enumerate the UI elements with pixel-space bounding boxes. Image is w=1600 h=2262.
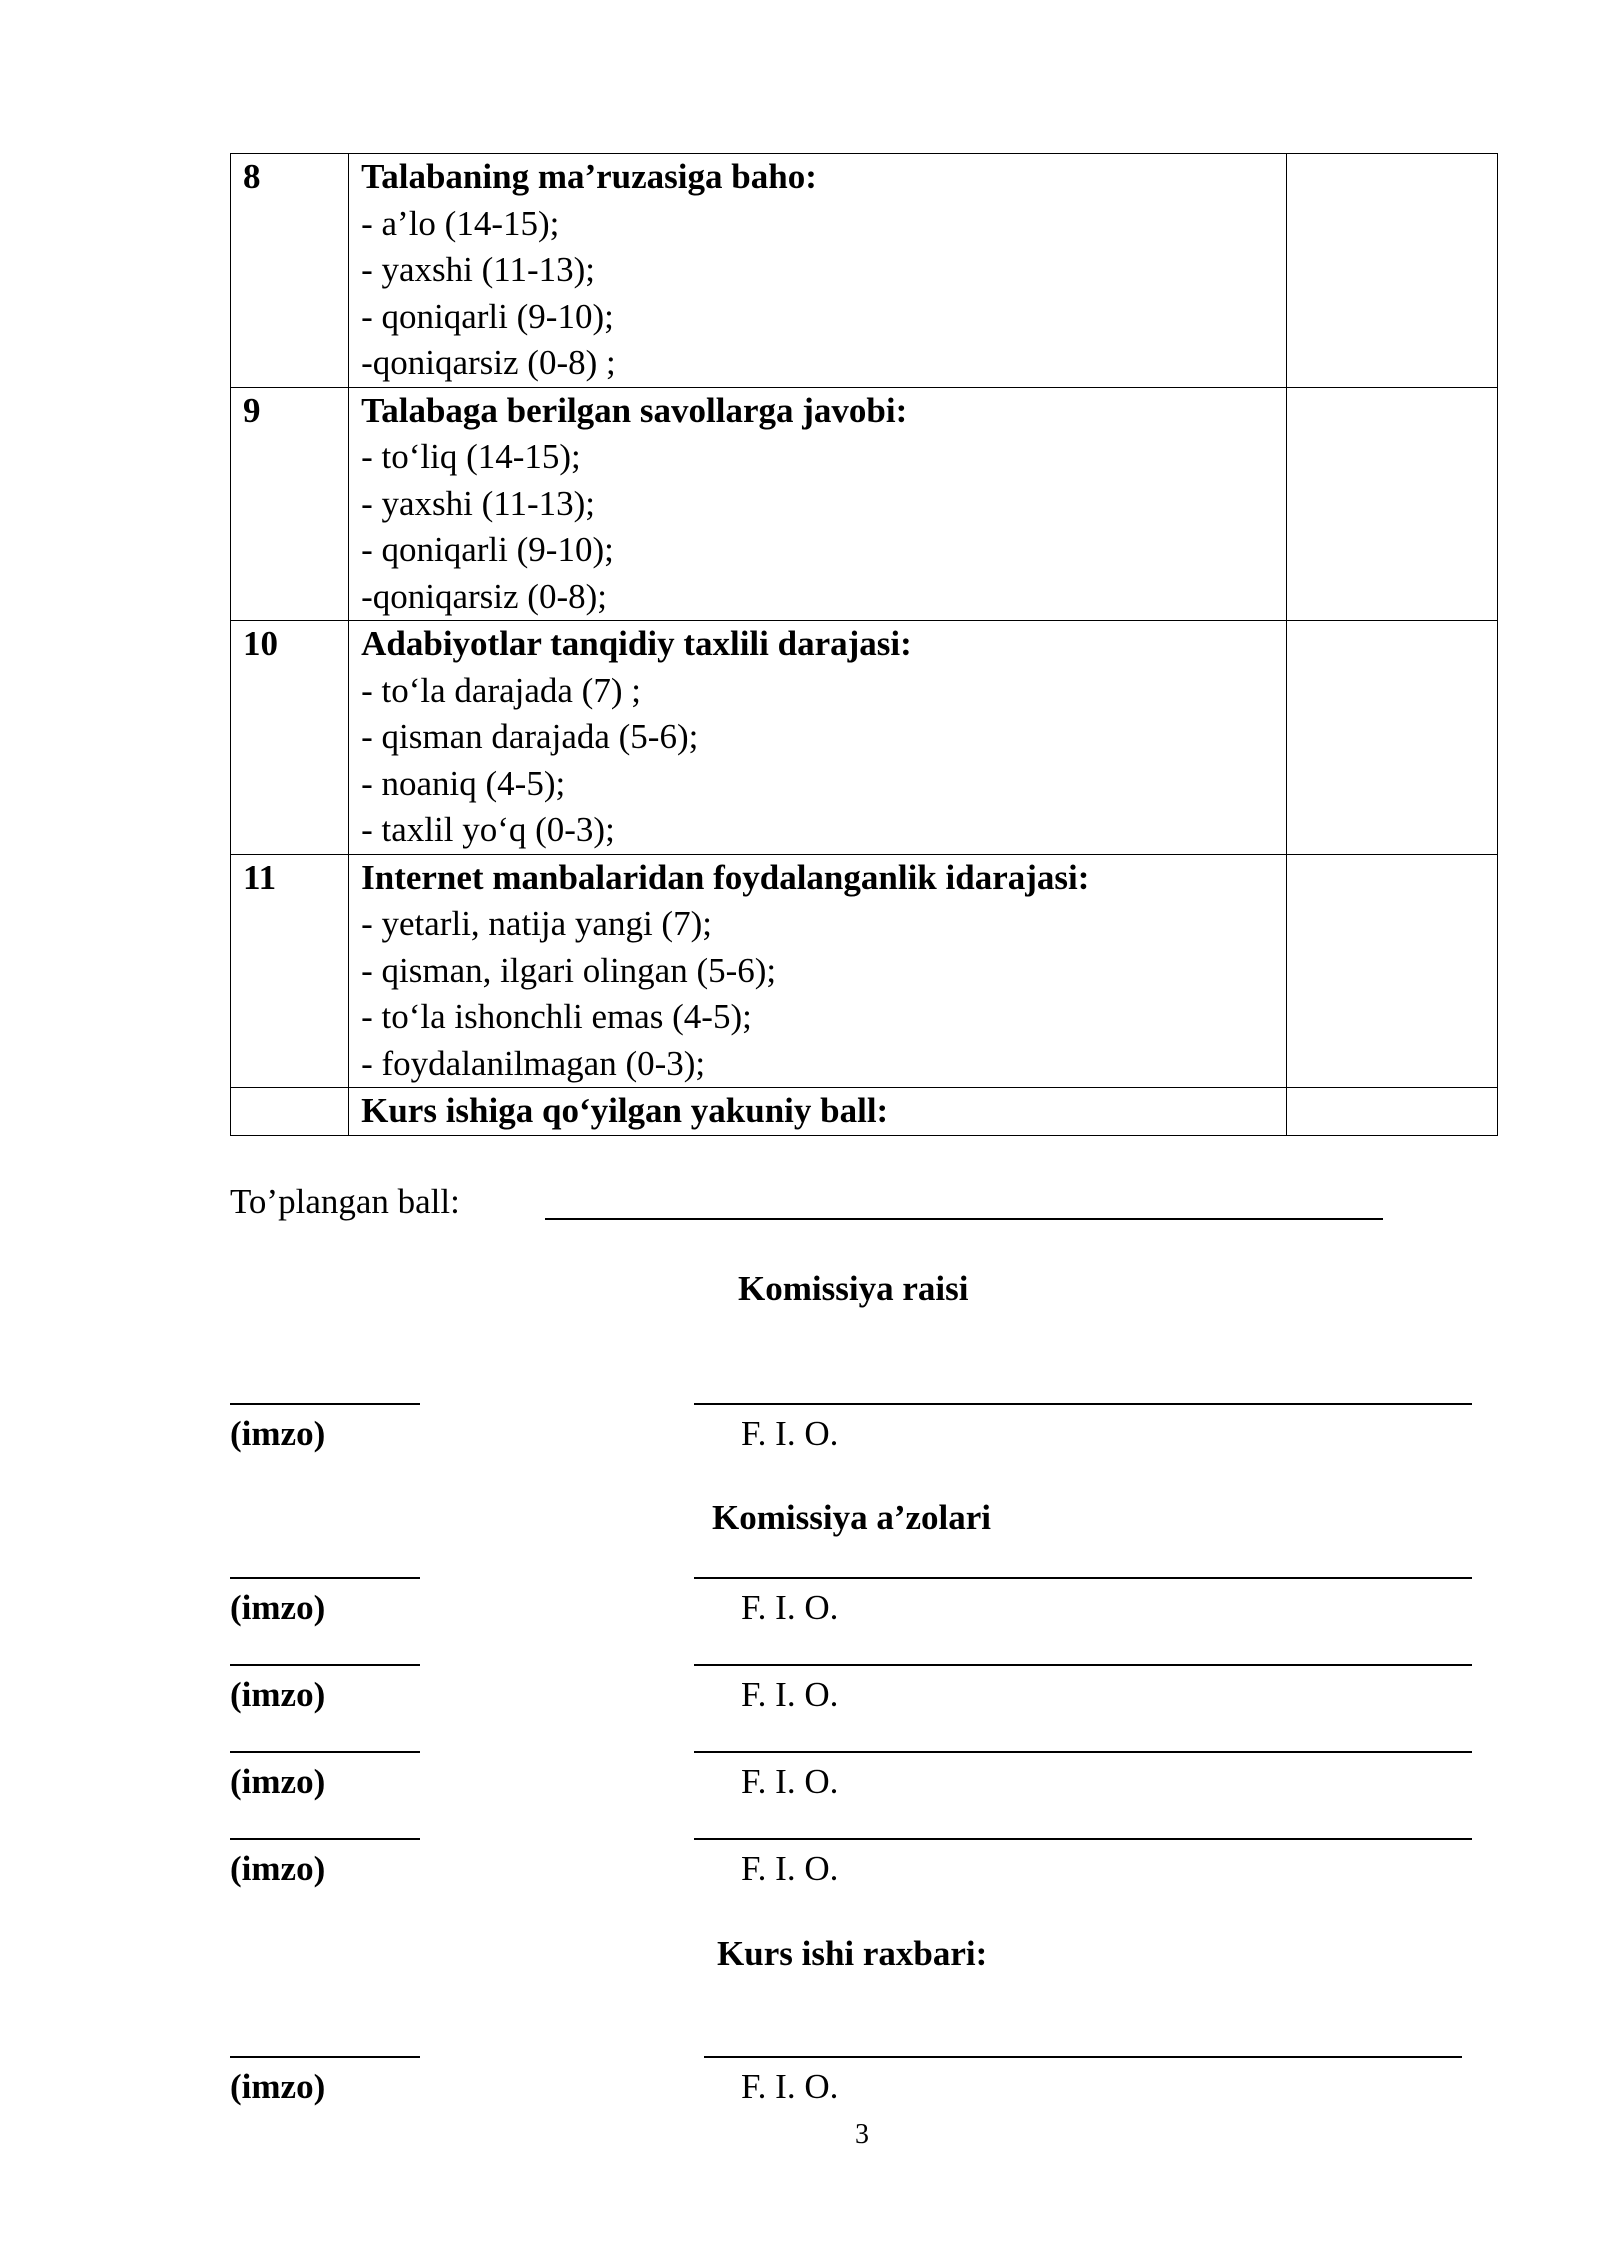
score-cell[interactable] [1286,154,1497,388]
members-heading: Komissiya a’zolari [712,1498,991,1537]
signature-label: (imzo) [230,1762,326,1801]
name-label: F. I. O. [741,2067,839,2106]
criterion-option: - yetarli, natija yangi (7); [361,904,712,943]
criterion-title: Internet manbalaridan foydalanganlik idarajasi: [361,857,1090,897]
score-cell[interactable] [1286,854,1497,1088]
signature-label: (imzo) [230,1414,326,1453]
criterion-option: - qoniqarli (9-10); [361,296,614,336]
name-line[interactable] [694,1664,1472,1666]
collected-points-line[interactable] [545,1218,1383,1220]
signature-line[interactable] [230,1664,420,1666]
name-line[interactable] [694,1751,1472,1753]
chairman-heading: Komissiya raisi [738,1269,969,1308]
criterion-option: - taxlil yo‘q (0-3); [361,810,615,849]
collected-points-label: To’plangan ball: [230,1182,460,1221]
criterion-option: - qisman darajada (5-6); [361,717,699,756]
criterion-option: - qisman, ilgari olingan (5-6); [361,950,777,990]
name-line[interactable] [694,1403,1472,1405]
criterion-body [349,154,1287,388]
criterion-body [349,621,1287,855]
score-cell[interactable] [1286,387,1497,621]
table-row [231,387,1498,621]
criterion-option: -qoniqarsiz (0-8) ; [361,343,616,382]
page-number: 3 [855,2119,869,2150]
criterion-body [349,854,1287,1088]
signature-label: (imzo) [230,1849,326,1888]
criterion-option: - to‘liq (14-15); [361,437,581,476]
table-row [231,854,1498,1088]
score-cell[interactable] [1286,621,1497,855]
name-line[interactable] [704,2056,1462,2058]
criterion-body [349,1088,1287,1136]
criterion-number: 8 [231,154,349,388]
criterion-option: -qoniqarsiz (0-8); [361,576,607,616]
name-label: F. I. O. [741,1675,839,1714]
table-row [231,621,1498,855]
criterion-number [231,1088,349,1136]
evaluation-table [230,153,1498,1136]
name-label: F. I. O. [741,1762,839,1801]
criterion-title: Talabaning ma’ruzasiga baho: [361,157,817,196]
criterion-number: 11 [231,854,349,1088]
name-line[interactable] [694,1838,1472,1840]
name-label: F. I. O. [741,1414,839,1453]
criterion-option: - noaniq (4-5); [361,763,566,803]
criterion-option: - to‘la ishonchli emas (4-5); [361,997,752,1036]
criterion-option: - foydalanilmagan (0-3); [361,1043,706,1083]
final-score-cell[interactable] [1286,1088,1497,1136]
signature-label: (imzo) [230,1675,326,1714]
signature-line[interactable] [230,1751,420,1753]
table-row [231,154,1498,388]
signature-line[interactable] [230,1403,420,1405]
signature-line[interactable] [230,1838,420,1840]
criterion-option: - yaxshi (11-13); [361,250,596,289]
criterion-option: - a’lo (14-15); [361,203,560,243]
criterion-option: - to‘la darajada (7) ; [361,670,641,710]
signature-label: (imzo) [230,1588,326,1627]
supervisor-heading: Kurs ishi raxbari: [717,1934,988,1973]
signature-line[interactable] [230,2056,420,2058]
name-label: F. I. O. [741,1849,839,1888]
criterion-option: - yaxshi (11-13); [361,483,596,523]
final-score-label: Kurs ishiga qo‘yilgan yakuniy ball: [361,1091,889,1130]
criterion-body [349,387,1287,621]
criterion-option: - qoniqarli (9-10); [361,530,614,569]
criterion-title: Adabiyotlar tanqidiy taxlili darajasi: [361,624,912,663]
signature-label: (imzo) [230,2067,326,2106]
signature-line[interactable] [230,1577,420,1579]
criterion-number: 10 [231,621,349,855]
table-row-final [231,1088,1498,1136]
name-label: F. I. O. [741,1588,839,1627]
criterion-title: Talabaga berilgan savollarga javobi: [361,390,908,430]
name-line[interactable] [694,1577,1472,1579]
criterion-number: 9 [231,387,349,621]
